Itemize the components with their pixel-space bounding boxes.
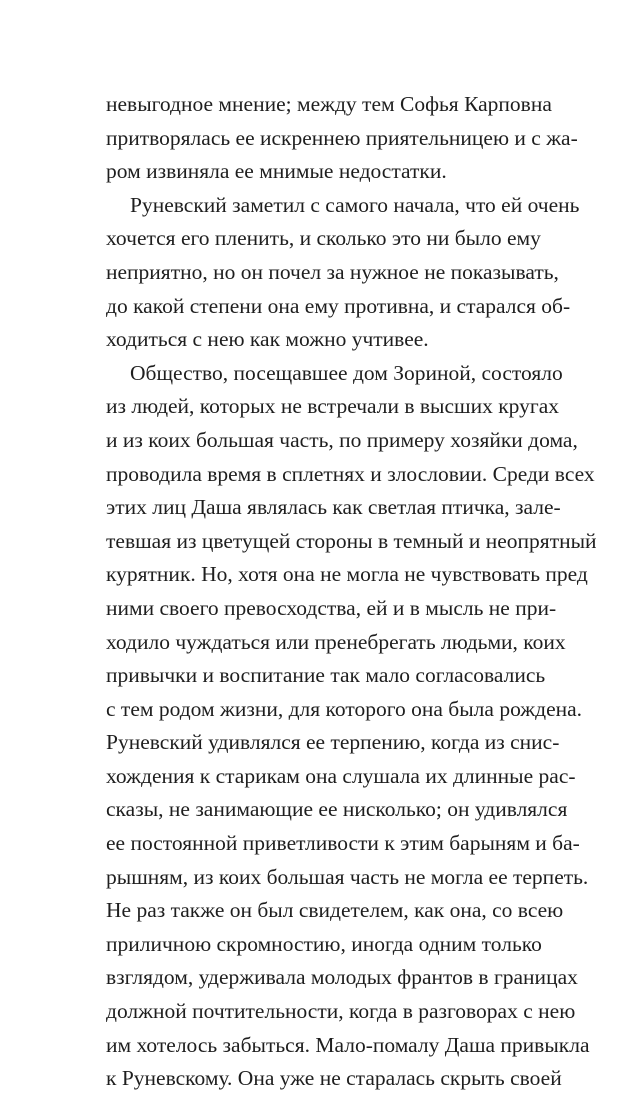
text-line: должной почтительности, когда в разговорах с нею bbox=[106, 999, 576, 1024]
text-line: Общество, посещавшее дом Зориной, состояло bbox=[130, 360, 563, 385]
text-line: взглядом, удерживала молодых франтов в границах bbox=[106, 965, 578, 990]
text-line: ними своего превосходства, ей и в мысль не при- bbox=[106, 595, 557, 620]
text-line: ее постоянной приветливости к этим барыням и ба- bbox=[106, 831, 580, 856]
text-line: ром извиняла ее мнимые недостатки. bbox=[106, 159, 447, 184]
text-line: хождения к старикам она слушала их длинные рас- bbox=[106, 763, 576, 788]
text-line: притворялась ее искреннею приятельницею и с жа- bbox=[106, 125, 578, 150]
text-line: неприятно, но он почел за нужное не показывать, bbox=[106, 259, 559, 284]
text-line: до какой степени она ему противна, и старался об- bbox=[106, 293, 571, 318]
text-line: Руневский заметил с самого начала, что ей очень bbox=[130, 192, 580, 217]
text-line: хочется его пленить, и сколько это ни было ему bbox=[106, 226, 541, 251]
text-line: этих лиц Даша являлась как светлая птичка, зале- bbox=[106, 495, 561, 520]
text-line: сказы, не занимающие ее нисколько; он удивлялся bbox=[106, 797, 568, 822]
book-page-text bbox=[106, 88, 597, 1096]
text-line: проводила время в сплетнях и злословии. Среди всех bbox=[106, 461, 595, 486]
text-line: тевшая из цветущей стороны в темный и неопрятный bbox=[106, 528, 597, 553]
text-line: и из коих большая часть, по примеру хозяйки дома, bbox=[106, 427, 578, 452]
text-line: к Руневскому. Она уже не старалась скрыть своей bbox=[106, 1066, 562, 1091]
text-line: Руневский удивлялся ее терпению, когда из снис- bbox=[106, 730, 560, 755]
text-line: ходиться с нею как можно учтивее. bbox=[106, 327, 429, 352]
text-line: с тем родом жизни, для которого она была рождена. bbox=[106, 696, 583, 721]
text-line: рышням, из коих большая часть не могла ее терпеть. bbox=[106, 864, 589, 889]
text-line: невыгодное мнение; между тем Софья Карповна bbox=[106, 92, 552, 116]
text-line: курятник. Но, хотя она не могла не чувствовать пред bbox=[106, 562, 588, 587]
text-line: им хотелось забыться. Мало-помалу Даша привыкла bbox=[106, 1032, 590, 1057]
text-line: из людей, которых не встречали в высших кругах bbox=[106, 394, 560, 419]
text-line: приличною скромностию, иногда одним только bbox=[106, 931, 542, 956]
text-line: привычки и воспитание так мало согласовались bbox=[106, 663, 546, 688]
text-line: ходило чуждаться или пренебрегать людьми, коих bbox=[106, 629, 566, 654]
text-line: Не раз также он был свидетелем, как она, со всею bbox=[106, 898, 564, 923]
